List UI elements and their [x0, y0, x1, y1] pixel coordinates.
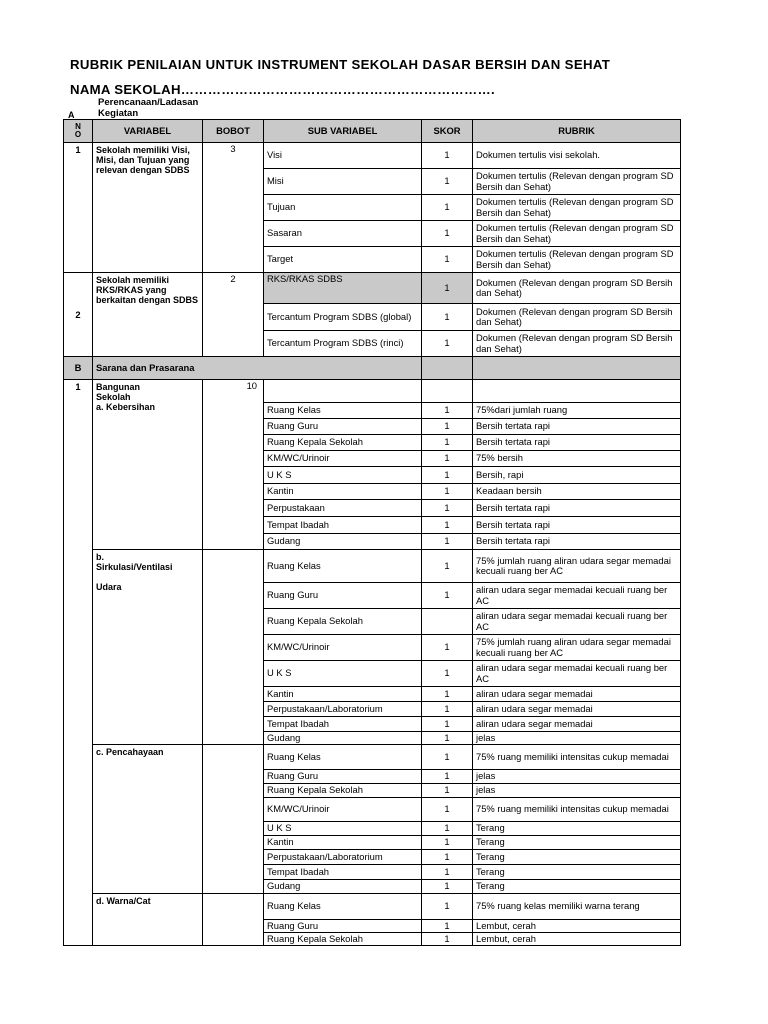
rubrik-cell: Bersih tertata rapi: [473, 534, 681, 550]
rubrik-cell: aliran udara segar memadai: [473, 702, 681, 717]
skor-cell: 1: [422, 550, 473, 583]
rubrik-cell: Dokumen tertulis (Relevan dengan program SD Bersih dan Sehat): [473, 247, 681, 273]
sub-variabel-cell: Tercantum Program SDBS (rinci): [264, 331, 422, 357]
sub-variabel-cell: Perpustakaan: [264, 500, 422, 517]
row-number-blank: [64, 745, 93, 894]
section-b-rubrik-blank: [473, 357, 681, 380]
school-name-line: NAMA SEKOLAH…………………………………………………………….: [70, 82, 495, 97]
rubrik-cell: jelas: [473, 784, 681, 798]
skor-cell: 1: [422, 850, 473, 865]
bobot-cell: 2: [203, 273, 264, 357]
sub-variabel-cell: Tujuan: [264, 195, 422, 221]
table-row: [64, 143, 681, 169]
skor-cell: 1: [422, 534, 473, 550]
sub-variabel-cell: [264, 380, 422, 403]
rubrik-cell: 75%dari jumlah ruang: [473, 403, 681, 419]
col-header-variabel: VARIABEL: [93, 120, 203, 143]
skor-cell: 1: [422, 798, 473, 822]
section-a-title: [98, 97, 198, 119]
skor-cell: 1: [422, 880, 473, 894]
sub-variabel-cell: Kantin: [264, 687, 422, 702]
col-header-no: N O: [64, 120, 93, 143]
table-row: [64, 745, 681, 770]
rubrik-cell: Bersih tertata rapi: [473, 419, 681, 435]
table-row: [64, 550, 681, 583]
rubrik-cell: Keadaan bersih: [473, 484, 681, 500]
col-header-sub-variabel: SUB VARIABEL: [264, 120, 422, 143]
sub-variabel-cell: KM/WC/Urinoir: [264, 451, 422, 467]
table-header-row: [64, 120, 681, 143]
skor-cell: 1: [422, 143, 473, 169]
skor-cell: 1: [422, 221, 473, 247]
rubrik-cell: Dokumen (Relevan dengan program SD Bersih dan Sehat): [473, 273, 681, 304]
rubrik-cell: Lembut, cerah: [473, 920, 681, 933]
skor-cell: 1: [422, 687, 473, 702]
sub-variabel-cell: Gudang: [264, 880, 422, 894]
sub-variabel-cell: U K S: [264, 822, 422, 836]
skor-cell: 1: [422, 195, 473, 221]
skor-cell: 1: [422, 247, 473, 273]
skor-cell: 1: [422, 717, 473, 732]
skor-cell: 1: [422, 770, 473, 784]
skor-cell: 1: [422, 784, 473, 798]
skor-cell: 1: [422, 169, 473, 195]
skor-cell: 1: [422, 822, 473, 836]
skor-cell: [422, 380, 473, 403]
rubrik-cell: 75% ruang memiliki intensitas cukup memadai: [473, 798, 681, 822]
skor-cell: 1: [422, 467, 473, 484]
row-number: 1: [64, 143, 93, 273]
row-number-blank: [64, 550, 93, 745]
sub-variabel-cell: Ruang Kepala Sekolah: [264, 933, 422, 946]
sub-variabel-cell: Ruang Kelas: [264, 403, 422, 419]
rubrik-cell: aliran udara segar memadai kecuali ruang ber AC: [473, 661, 681, 687]
col-header-bobot: BOBOT: [203, 120, 264, 143]
skor-cell: 1: [422, 894, 473, 920]
sub-variabel-cell: Gudang: [264, 732, 422, 745]
skor-cell: 1: [422, 583, 473, 609]
rubrik-cell: 75% jumlah ruang aliran udara segar memadai kecuali ruang ber AC: [473, 635, 681, 661]
sub-variabel-cell: Ruang Guru: [264, 920, 422, 933]
bobot-cell-blank: [203, 745, 264, 894]
rubrik-cell: Bersih tertata rapi: [473, 500, 681, 517]
skor-cell: 1: [422, 500, 473, 517]
skor-cell: 1: [422, 403, 473, 419]
rubrik-cell: 75% ruang kelas memiliki warna terang: [473, 894, 681, 920]
section-b-skor-blank: [422, 357, 473, 380]
col-header-rubrik: RUBRIK: [473, 120, 681, 143]
sub-variabel-cell: Tempat Ibadah: [264, 717, 422, 732]
table-row: [64, 894, 681, 920]
section-b-title: Sarana dan Prasarana: [93, 357, 422, 380]
table-row: [64, 273, 681, 304]
sub-variabel-cell: Ruang Guru: [264, 419, 422, 435]
rubric-table: [63, 119, 681, 946]
section-a-title-line2: Kegiatan: [98, 108, 139, 119]
skor-cell: 1: [422, 836, 473, 850]
rubrik-cell: Dokumen (Relevan dengan program SD Bersih dan Sehat): [473, 304, 681, 331]
sub-variabel-cell: U K S: [264, 661, 422, 687]
skor-cell: 1: [422, 920, 473, 933]
variabel-cell: Bangunan Sekolah a. Kebersihan: [93, 380, 203, 550]
sub-variabel-cell: Tempat Ibadah: [264, 865, 422, 880]
skor-cell: 1: [422, 304, 473, 331]
section-a-title-line1: Perencanaan/Ladasan: [98, 97, 199, 108]
sub-variabel-cell: Perpustakaan/Laboratorium: [264, 850, 422, 865]
skor-cell: 1: [422, 517, 473, 534]
sub-variabel-cell: Kantin: [264, 484, 422, 500]
rubrik-cell: Bersih tertata rapi: [473, 435, 681, 451]
sub-variabel-cell: Sasaran: [264, 221, 422, 247]
sub-variabel-cell: Gudang: [264, 534, 422, 550]
bobot-cell-blank: [203, 894, 264, 946]
rubrik-cell: Dokumen tertulis (Relevan dengan program SD Bersih dan Sehat): [473, 195, 681, 221]
rubrik-cell: 75% jumlah ruang aliran udara segar memadai kecuali ruang ber AC: [473, 550, 681, 583]
sub-variabel-cell: KM/WC/Urinoir: [264, 635, 422, 661]
bobot-cell-blank: [203, 550, 264, 745]
section-b-label: B: [64, 357, 93, 380]
table-row: [64, 380, 681, 403]
col-header-skor: SKOR: [422, 120, 473, 143]
rubrik-cell: aliran udara segar memadai kecuali ruang ber AC: [473, 583, 681, 609]
skor-cell: 1: [422, 865, 473, 880]
sub-variabel-cell: U K S: [264, 467, 422, 484]
rubrik-cell: aliran udara segar memadai: [473, 717, 681, 732]
section-b-row: [64, 357, 681, 380]
rubrik-cell: 75% bersih: [473, 451, 681, 467]
skor-cell: 1: [422, 435, 473, 451]
sub-variabel-cell: Ruang Guru: [264, 583, 422, 609]
skor-cell: 1: [422, 331, 473, 357]
sub-variabel-cell: Ruang Kelas: [264, 745, 422, 770]
rubrik-cell: Dokumen tertulis visi sekolah.: [473, 143, 681, 169]
sub-variabel-cell: Ruang Kelas: [264, 894, 422, 920]
skor-cell: 1: [422, 451, 473, 467]
rubrik-cell: Terang: [473, 850, 681, 865]
sub-variabel-cell: Tercantum Program SDBS (global): [264, 304, 422, 331]
rubrik-cell: Terang: [473, 865, 681, 880]
bobot-cell: 3: [203, 143, 264, 273]
sub-variabel-cell: Tempat Ibadah: [264, 517, 422, 534]
document-title: RUBRIK PENILAIAN UNTUK INSTRUMENT SEKOLAH DASAR BERSIH DAN SEHAT: [70, 57, 611, 72]
row-number-blank: [64, 894, 93, 946]
skor-cell: 1: [422, 273, 473, 304]
rubrik-cell: 75% ruang memiliki intensitas cukup memadai: [473, 745, 681, 770]
skor-cell: 1: [422, 732, 473, 745]
skor-cell: 1: [422, 635, 473, 661]
bobot-cell: 10: [203, 380, 264, 550]
skor-cell: 1: [422, 745, 473, 770]
sub-variabel-cell: Ruang Kepala Sekolah: [264, 784, 422, 798]
rubrik-cell: Bersih, rapi: [473, 467, 681, 484]
rubrik-cell: Dokumen (Relevan dengan program SD Bersih dan Sehat): [473, 331, 681, 357]
skor-cell: 1: [422, 933, 473, 946]
sub-variabel-cell: Ruang Kelas: [264, 550, 422, 583]
section-a-label: A: [68, 110, 75, 120]
skor-cell: 1: [422, 661, 473, 687]
rubrik-cell: aliran udara segar memadai kecuali ruang ber AC: [473, 609, 681, 635]
skor-cell: 1: [422, 419, 473, 435]
variabel-cell: Sekolah memiliki Visi, Misi, dan Tujuan yang relevan dengan SDBS: [93, 143, 203, 273]
rubrik-cell: Dokumen tertulis (Relevan dengan program SD Bersih dan Sehat): [473, 221, 681, 247]
variabel-cell: c. Pencahayaan: [93, 745, 203, 894]
sub-variabel-cell: KM/WC/Urinoir: [264, 798, 422, 822]
row-number: 2: [64, 273, 93, 357]
variabel-cell: b. Sirkulasi/Ventilasi Udara: [93, 550, 203, 745]
skor-cell: 1: [422, 702, 473, 717]
rubrik-cell: Terang: [473, 836, 681, 850]
sub-variabel-cell: Target: [264, 247, 422, 273]
variabel-cell: d. Warna/Cat: [93, 894, 203, 946]
sub-variabel-cell: Kantin: [264, 836, 422, 850]
variabel-cell: Sekolah memiliki RKS/RKAS yang berkaitan dengan SDBS: [93, 273, 203, 357]
rubrik-cell: [473, 380, 681, 403]
rubrik-cell: Bersih tertata rapi: [473, 517, 681, 534]
rubrik-cell: Terang: [473, 822, 681, 836]
sub-variabel-cell: Visi: [264, 143, 422, 169]
rubrik-cell: aliran udara segar memadai: [473, 687, 681, 702]
skor-cell: 1: [422, 484, 473, 500]
rubrik-cell: Terang: [473, 880, 681, 894]
rubrik-cell: jelas: [473, 732, 681, 745]
sub-variabel-cell: Ruang Guru: [264, 770, 422, 784]
sub-variabel-cell: Perpustakaan/Laboratorium: [264, 702, 422, 717]
rubrik-cell: Dokumen tertulis (Relevan dengan program SD Bersih dan Sehat): [473, 169, 681, 195]
row-number: 1: [64, 380, 93, 550]
sub-variabel-cell: Ruang Kepala Sekolah: [264, 435, 422, 451]
skor-cell: [422, 609, 473, 635]
sub-variabel-cell: Misi: [264, 169, 422, 195]
sub-variabel-cell: Ruang Kepala Sekolah: [264, 609, 422, 635]
sub-variabel-cell: RKS/RKAS SDBS: [264, 273, 422, 304]
rubrik-cell: Lembut, cerah: [473, 933, 681, 946]
rubrik-cell: jelas: [473, 770, 681, 784]
